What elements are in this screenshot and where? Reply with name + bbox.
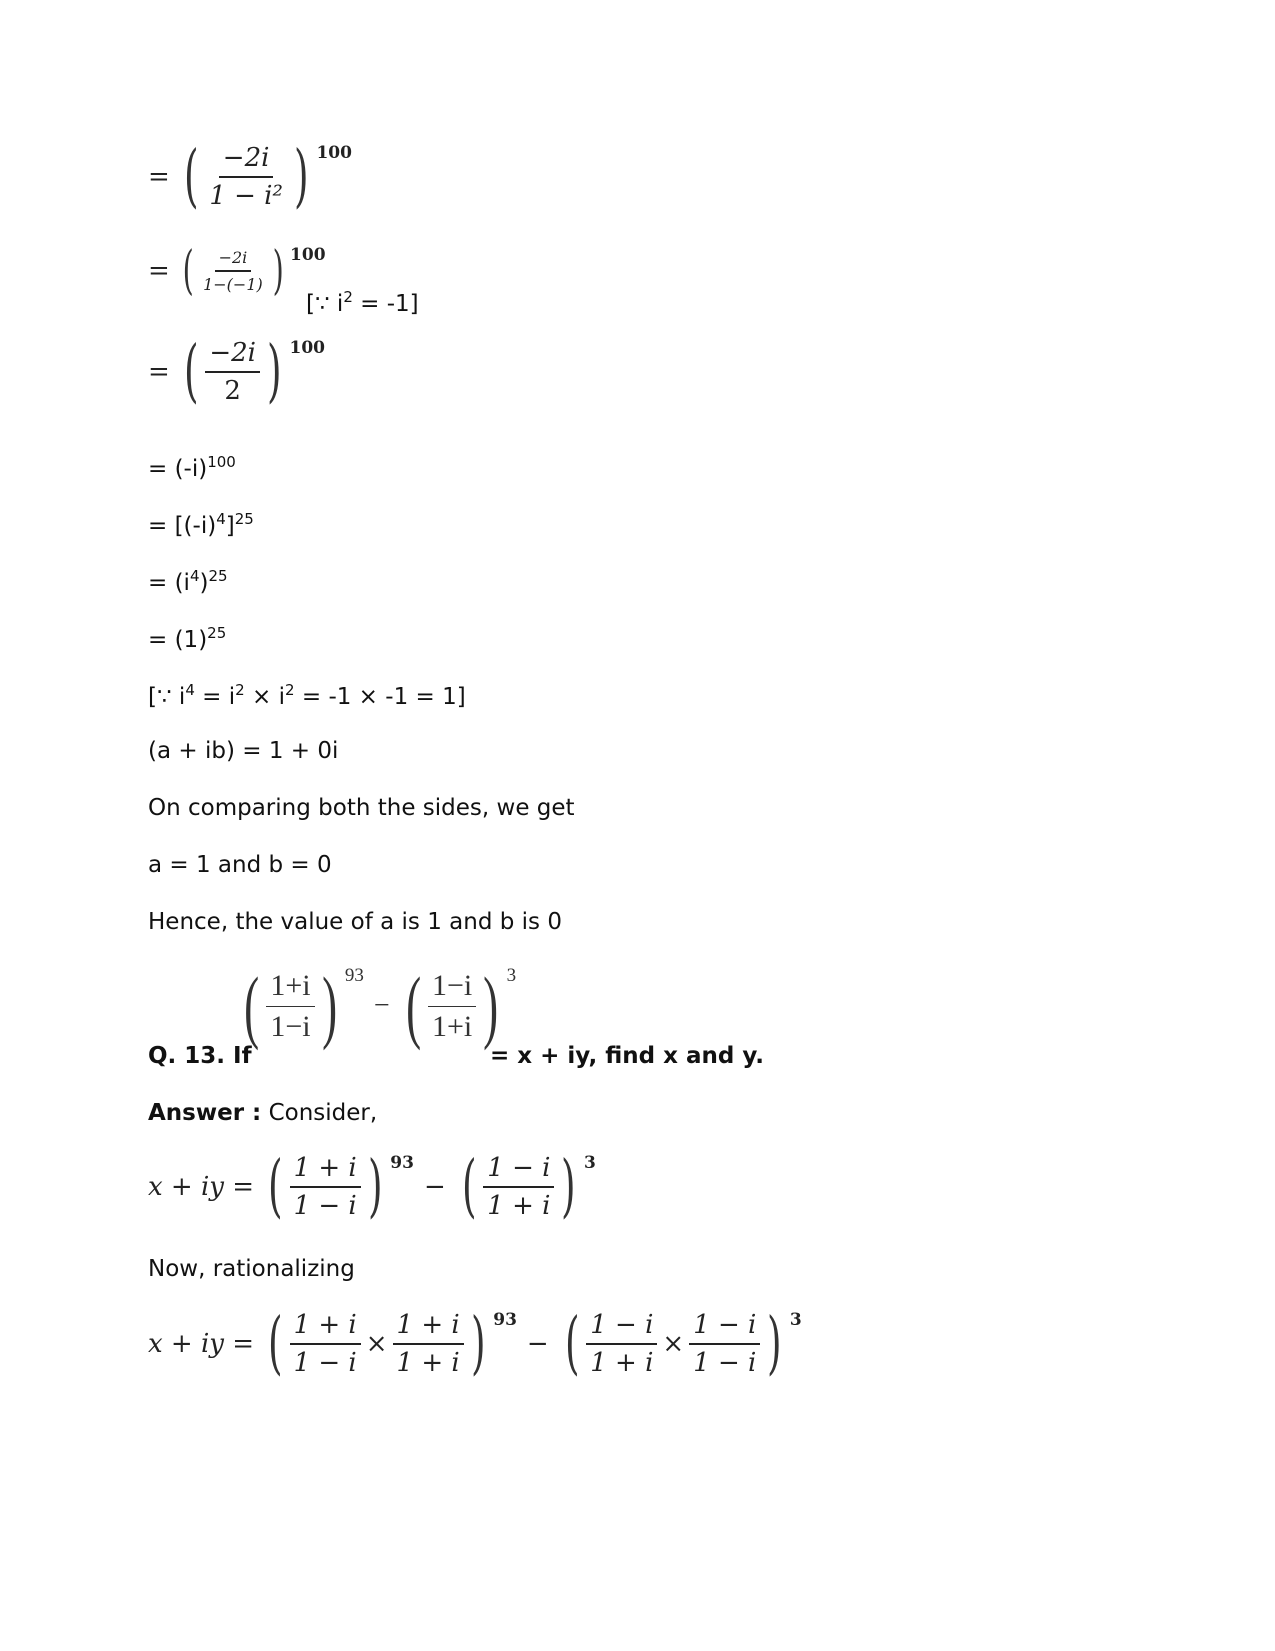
step-1-expression xyxy=(148,137,352,216)
step-4-line xyxy=(148,455,236,481)
fraction xyxy=(483,1153,554,1221)
step-exponent: 2 xyxy=(235,681,245,699)
left-paren: ( xyxy=(182,241,194,301)
step-text: = (i xyxy=(148,570,190,596)
left-paren: ( xyxy=(183,332,199,411)
step-text: = -1 × -1 = 1] xyxy=(294,684,466,710)
exponent: 100 xyxy=(316,143,352,163)
right-paren: ) xyxy=(266,332,282,411)
step-exponent: 4 xyxy=(189,567,200,585)
exponent: 3 xyxy=(583,1153,596,1173)
equals-sign: = xyxy=(148,256,170,286)
denominator: 1 − i² xyxy=(209,181,283,211)
right-paren: ) xyxy=(367,1147,383,1226)
numerator: 1−i xyxy=(428,969,476,1007)
denominator: 1−i xyxy=(270,1009,311,1043)
step-3-expression xyxy=(148,332,326,411)
right-paren: ) xyxy=(767,1304,782,1383)
left-paren: ( xyxy=(244,960,260,1051)
exponent: 93 xyxy=(344,965,364,986)
exponent: 3 xyxy=(506,965,517,986)
step-6-line xyxy=(148,569,228,595)
denominator: 1 + i xyxy=(487,1191,551,1221)
denominator: 1 + i xyxy=(396,1348,460,1378)
numerator: −2i xyxy=(215,248,252,272)
step-text: = [(-i) xyxy=(148,513,217,539)
step-exponent: 4 xyxy=(216,510,226,528)
right-paren: ) xyxy=(561,1147,576,1226)
right-paren: ) xyxy=(483,960,499,1051)
times-sign: × xyxy=(662,1329,685,1359)
answer-equation-1 xyxy=(148,1147,596,1226)
question-expression xyxy=(238,960,517,1051)
numerator: 1 + i xyxy=(393,1310,464,1345)
step-7-line xyxy=(148,626,226,652)
fraction xyxy=(199,248,267,294)
denominator: 1 − i xyxy=(293,1348,357,1378)
left-paren: ( xyxy=(268,1147,283,1226)
step-exponent: 100 xyxy=(207,453,236,471)
fraction xyxy=(205,338,260,406)
exponent: 93 xyxy=(493,1310,517,1330)
numerator: −2i xyxy=(219,143,274,178)
right-paren: ) xyxy=(272,241,284,301)
numerator: 1 + i xyxy=(290,1310,361,1345)
step-text: × i xyxy=(244,684,285,710)
right-paren: ) xyxy=(293,137,309,216)
fraction xyxy=(393,1310,464,1378)
right-paren: ) xyxy=(321,960,337,1051)
question-prefix: Q. 13. If xyxy=(148,1043,252,1069)
step-8-line xyxy=(148,683,466,709)
answer-label: Answer : xyxy=(148,1100,262,1126)
comparing-line: On comparing both the sides, we get xyxy=(148,795,575,821)
step-text: [∵ i xyxy=(148,684,186,710)
times-sign: × xyxy=(365,1329,388,1359)
left-paren: ( xyxy=(405,960,421,1051)
numerator: 1 − i xyxy=(586,1310,657,1345)
fraction xyxy=(205,143,287,211)
since-note xyxy=(306,288,419,317)
denominator: 1 − i xyxy=(293,1191,357,1221)
minus-sign: − xyxy=(373,990,390,1021)
equals-sign: = xyxy=(148,162,170,192)
fraction xyxy=(290,1153,361,1221)
lhs: x + iy = xyxy=(148,1172,255,1202)
fraction xyxy=(428,969,476,1044)
note-text: [∵ i xyxy=(306,291,344,317)
numerator: 1 + i xyxy=(290,1153,361,1188)
step-text: ) xyxy=(199,570,209,596)
minus-sign: − xyxy=(423,1172,446,1202)
note-text-end: = -1] xyxy=(352,291,419,317)
exponent: 100 xyxy=(289,338,326,358)
step-text: ] xyxy=(225,513,235,539)
equals-sign: = xyxy=(148,357,170,387)
step-text: = (-i) xyxy=(148,456,208,482)
question-suffix: = x + iy, find x and y. xyxy=(490,1043,764,1069)
note-exponent: 2 xyxy=(343,288,353,306)
step-5-line xyxy=(148,512,254,538)
answer-equation-2 xyxy=(148,1304,802,1383)
numerator: −2i xyxy=(205,338,260,373)
step-2-expression xyxy=(148,241,326,301)
numerator: 1 − i xyxy=(689,1310,760,1345)
exponent: 3 xyxy=(789,1310,802,1330)
step-exponent: 25 xyxy=(234,510,254,528)
denominator: 1 − i xyxy=(693,1348,757,1378)
denominator: 1 + i xyxy=(590,1348,654,1378)
exponent: 100 xyxy=(290,245,326,265)
fraction xyxy=(586,1310,657,1378)
step-exponent: 25 xyxy=(208,567,228,585)
denominator: 2 xyxy=(224,376,241,406)
left-paren: ( xyxy=(183,137,199,216)
lhs: x + iy = xyxy=(148,1329,255,1359)
fraction xyxy=(266,969,314,1044)
fraction xyxy=(689,1310,760,1378)
step-text: = (1) xyxy=(148,627,208,653)
denominator: 1−(−1) xyxy=(203,275,263,294)
left-paren: ( xyxy=(268,1304,283,1383)
numerator: 1 − i xyxy=(483,1153,554,1188)
step-text: = i xyxy=(194,684,236,710)
minus-sign: − xyxy=(526,1329,549,1359)
step-exponent: 4 xyxy=(185,681,195,699)
left-paren: ( xyxy=(564,1304,580,1383)
exponent: 93 xyxy=(390,1153,414,1173)
result-line: a = 1 and b = 0 xyxy=(148,852,332,878)
step-9-line: (a + ib) = 1 + 0i xyxy=(148,738,339,764)
answer-text: Consider, xyxy=(261,1100,378,1126)
step-exponent: 25 xyxy=(207,624,227,642)
fraction xyxy=(290,1310,361,1378)
numerator: 1+i xyxy=(266,969,314,1007)
right-paren: ) xyxy=(470,1304,486,1383)
answer-line xyxy=(148,1102,377,1125)
rationalizing-line: Now, rationalizing xyxy=(148,1256,355,1282)
denominator: 1+i xyxy=(432,1009,473,1043)
conclusion-line: Hence, the value of a is 1 and b is 0 xyxy=(148,909,562,935)
left-paren: ( xyxy=(461,1147,477,1226)
step-exponent: 2 xyxy=(285,681,295,699)
